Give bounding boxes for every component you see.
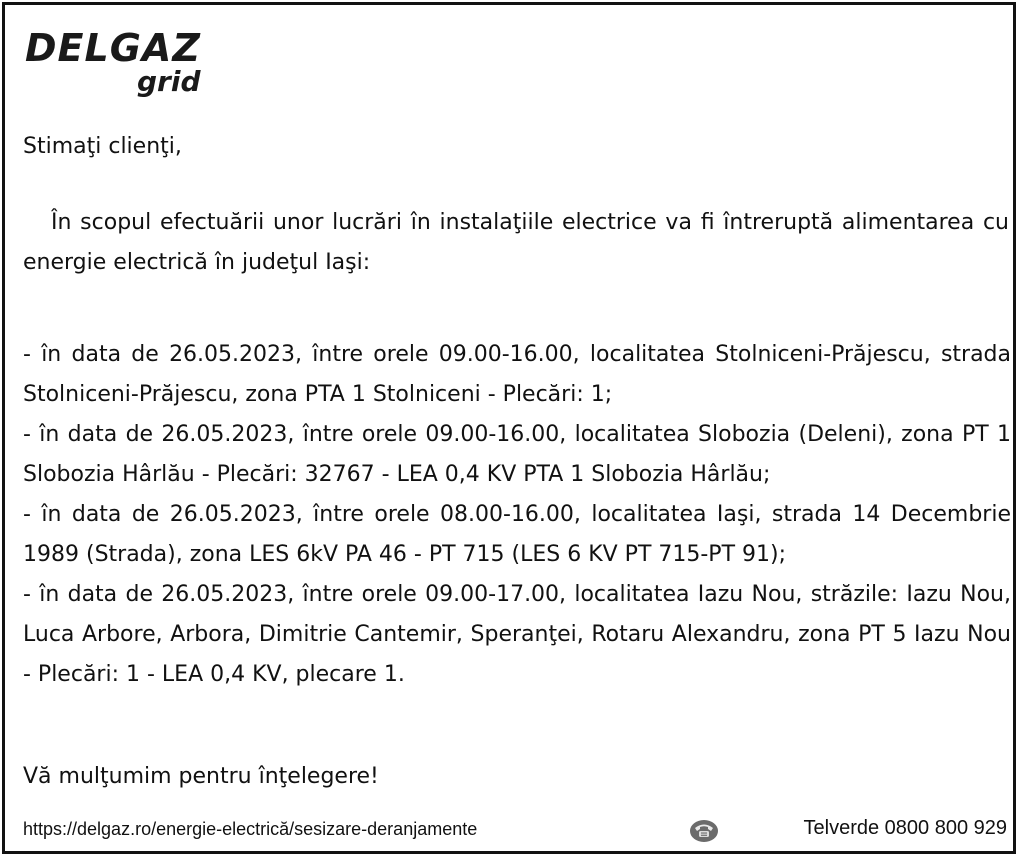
outage-list (23, 335, 1011, 695)
intro-paragraph: În scopul efectuării unor lucrări în instalaţiile electrice va fi întreruptă alimentarea cu energie electrică în judeţul Iaşi: (23, 210, 1009, 275)
report-fault-link[interactable]: https://delgaz.ro/energie-electrică/sesizare-deranjamente (23, 819, 478, 839)
notice-frame (2, 2, 1016, 854)
outage-item: - în data de 26.05.2023, între orele 09.00-16.00, localitatea Stolniceni-Prăjescu, strada Stolniceni-Prăjescu, zona PTA 1 Stolniceni - Plecări: 1; (23, 342, 1011, 407)
footer (23, 813, 1013, 849)
delgaz-grid-logo (25, 27, 225, 103)
outage-item: - în data de 26.05.2023, între orele 08.00-16.00, localitatea Iaşi, strada 14 Decembrie 1989 (Strada), zona LES 6kV PA 46 - PT 715 (LES 6 KV PT 715-PT 91); (23, 502, 1011, 567)
greeting: Stimaţi clienţi, (23, 134, 182, 159)
outage-item: - în data de 26.05.2023, între orele 09.00-17.00, localitatea Iazu Nou, străzile: Iazu Nou, Luca Arbore, Arbora, Dimitrie Cantemir, Speranţei, Rotaru Alexandru, zona PT 5 Iazu Nou - Plecări: 1 - LEA 0,4 KV, plecare 1. (23, 582, 1011, 687)
thanks-message: Vă mulţumim pentru înţelegere! (23, 764, 379, 789)
logo-brand: DELGAZ (25, 26, 201, 70)
hotline-number: Telverde 0800 800 929 (803, 817, 1007, 839)
outage-item: - în data de 26.05.2023, între orele 09.00-16.00, localitatea Slobozia (Deleni), zona PT 1 Slobozia Hârlău - Plecări: 32767 - LEA 0,4 KV PTA 1 Slobozia Hârlău; (23, 422, 1011, 487)
logo-sub: grid (137, 65, 201, 98)
telephone-icon (689, 817, 719, 843)
